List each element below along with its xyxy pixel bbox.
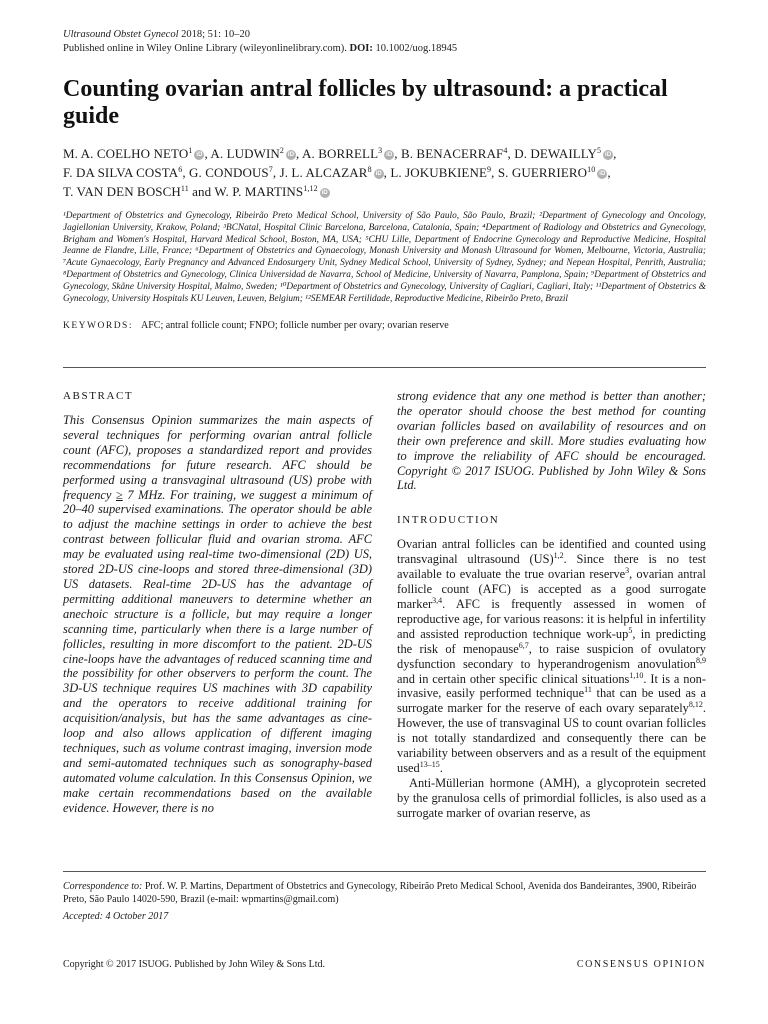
- orcid-icon[interactable]: iD: [386, 152, 393, 158]
- reference-citation[interactable]: 13–15: [419, 759, 440, 769]
- author-name: F. DA SILVA COSTA: [63, 165, 179, 180]
- introduction-paragraph-1: Ovarian antral follicles can be identified and counted using transvaginal ultrasound (US)$^{1,2}$. Since there is no test available to evaluate the true ovarian reserve$^3$, ovarian antral follicle count (AFC) is accepted as a good surrogate marker$^{3,4}$. AFC is frequently assessed in women of reproductive age, for various reasons: it is helpful in infertility and assisted reproduction technique work-$up^5$, in predicting the risk of menopause$^{6,7}$, to raise suspicion of ovulatory dysfunction secondary to hyperandrogenism anovulation$^{8,9}$ and in certain other specific clinical situations$^{1,10}$. It is a non-invasive, easily performed technique$^{11}$ that can be used as a surrogate marker for the reserve of each ovary separately$^{8,12}$. However, the use of transvaginal US to count ovarian follicles is not totally standardized and consequently there can be variability between observers and as a result of the equipment used$^{13-15}$.: [397, 537, 707, 775]
- author-name: J. L. ALCAZAR: [279, 165, 368, 180]
- journal-citation: 2018; 51: 10–20: [178, 29, 250, 40]
- affiliations: ¹Department of Obstetrics and Gynecology, Ribeirão Preto Medical School, University of São Paulo, São Paulo, Brazil; ²Department of Gynecology and Oncology, Jagiellonian University, Krakow, Poland; ³BCNatal, Hospital Clinic Barcelona, Barcelona, Catalonia, Spain; ⁴Department of Radiology and Obstetrics and Gynecology, Brigham and Women's Hospital, Harvard Medical School, Boston, MA, USA; ⁵CHU Lille, Department of Endocrine Gynecology and Reproductive Medicine, Hospital Jeanne de Flandre, Lille, France; ⁶Department of Obstetrics and Gynaecology, Monash University and Monash Ultrasound for Women, Melbourne, Victoria, Australia; ⁷Acute Gynaecology, Early Pregnancy and Advanced Endosurgery Unit, Sydney Medical School, University of Sydney, Sydney; and Nepean Hospital, Penrith, Australia; ⁸Department of Obstetrics and Gynecology, Clinica Universidad de Navarra, School of Medicine, University of Navarra, Pamplona, Spain; ⁹Department of Obstetrics and Gynecology, Skåne University Hospital, Malmo, Sweden; ¹⁰Department of Obstetrics and Gynecology, University of Cagliari, Cagliari, Italy; ¹¹Department of Obstetrics & Gynecology, University Hospitals KU Leuven, Leuven, Belgium; ¹²SEMEAR Fertilidade, Reproductive Medicine, Ribeirão Preto, Brazil: [63, 211, 706, 304]
- author-affiliation-ref: 1: [188, 146, 193, 155]
- orcid-icon[interactable]: iD: [605, 152, 612, 158]
- reference-citation[interactable]: 5: [628, 625, 633, 635]
- abstract-text: This Consensus Opinion summarizes the main aspects of several techniques for performing ovarian antral follicle count (AFC), proposes a standardized report and provides recommendations for future research. AFC should be performed using a transvaginal ultrasound (US) probe with frequency ≥ 7 MHz. For training, we suggest a minimum of 20–40 supervised examinations. The operator should be able to adjust the machine settings in order to achieve the best contrast between follicular fluid and ovarian stroma. AFC may be evaluated using real-time two-dimensional (2D) US, stored 2D-US cine-loops and stored three-dimensional (3D) US datasets. Real-time 2D-US has the advantage of permitting additional maneuvers to determine whether an anechoic structure is a follicle, but may require a longer scanning time, particularly when there is a large number of follicles, resulting in more discomfort to the patient. 2D-US cine-loops have the advantages of reduced scanning time and the possibility for other observers to perform the count. The 3D-US technique requires US machines with 3D capability and the operators to receive additional training for acquisition/analysis, but has the same advantages as cine-loop and also allows application of different imaging techniques, such as volume contrast imaging, inversion mode and semi-automated techniques such as sonography-based automated volume calculation. In this Consensus Opinion, we make certain recommendations based on the available evidence. However, there is no: [63, 413, 372, 815]
- author-affiliation-ref: 6: [178, 165, 183, 174]
- author-list: M. A. COELHO NETO$^1$ iD , A. LUDWIN$^2$ iD , A. BORRELL$^3$ iD , B. BENACERRAF$^4$, D. DEWAILLY$^5$ iD , F. DA SILVA COSTA$^6$, G. CONDOUS$^7$, J. L. ALCAZAR$^8$ iD , L. JOKUBKIENE$^9$, S. GUERRIERO$^{10}$ iD , T. VAN DEN BOSCH$^{11}$ and W. P. MARTINS$^{1,12}$ iD: [63, 146, 617, 199]
- doi-label: DOI:: [349, 43, 373, 54]
- author-affiliation-ref: 1,12: [303, 184, 318, 193]
- correspondence-note: [63, 880, 706, 923]
- correspondence-text: Prof. W. P. Martins, Department of Obstetrics and Gynecology, Ribeirão Preto Medical School, Avenida dos Bandeirantes, 3900, Ribeirão Preto, São Paulo 14020-590, Brazil (e-mail: wpmartins@gmail.com): [63, 881, 697, 905]
- author-name: L. JOKUBKIENE: [390, 165, 487, 180]
- author-affiliation-ref: 8: [367, 165, 372, 174]
- author-name: W. P. MARTINS: [214, 184, 304, 199]
- keywords-text: AFC; antral follicle count; FNPO; follicle number per ovary; ovarian reserve: [140, 320, 449, 332]
- footer-category: CONSENSUS OPINION: [576, 959, 706, 970]
- author-name: G. CONDOUS: [189, 165, 269, 180]
- footer-copyright: Copyright © 2017 ISUOG. Published by John Wiley & Sons Ltd.: [63, 959, 326, 970]
- keywords: [63, 319, 706, 333]
- author-affiliation-ref: 3: [378, 146, 383, 155]
- author-name: D. DEWAILLY: [514, 146, 598, 161]
- geq-symbol: ≥: [115, 487, 123, 502]
- doi-link[interactable]: 10.1002/uog.18945: [372, 43, 458, 54]
- orcid-icon[interactable]: iD: [375, 171, 382, 177]
- accepted-date: Accepted: 4 October 2017: [63, 911, 169, 922]
- author-affiliation-ref: 11: [180, 184, 189, 193]
- keywords-label: KEYWORDS:: [63, 321, 133, 332]
- author-name: S. GUERRIERO: [497, 165, 588, 180]
- orcid-icon[interactable]: iD: [321, 190, 328, 196]
- orcid-icon[interactable]: iD: [287, 152, 295, 158]
- reference-citation[interactable]: 6,7: [518, 640, 529, 650]
- author-affiliation-ref: 10: [587, 165, 596, 174]
- author-name: A. BORRELL: [302, 146, 379, 161]
- journal-line: [63, 28, 706, 56]
- abstract-heading: ABSTRACT: [63, 390, 134, 402]
- reference-citation[interactable]: 1,10: [629, 670, 644, 680]
- orcid-icon[interactable]: iD: [196, 152, 203, 158]
- article-title: Counting ovarian antral follicles by ultrasound: a practical guide: [63, 76, 668, 129]
- reference-citation[interactable]: 3,4: [432, 595, 443, 605]
- orcid-icon[interactable]: iD: [599, 171, 606, 177]
- correspondence-label: Correspondence to:: [63, 881, 143, 892]
- journal-name: Ultrasound Obstet Gynecol: [63, 29, 179, 40]
- abstract-column: [63, 389, 372, 815]
- author-affiliation-ref: 7: [268, 165, 273, 174]
- reference-citation[interactable]: 8,12: [688, 700, 703, 710]
- article-header: [63, 28, 706, 333]
- published-online: Published online in Wiley Online Library (wileyonlinelibrary.com).: [63, 43, 350, 54]
- reference-citation[interactable]: 3: [625, 566, 630, 576]
- reference-citation[interactable]: 11: [584, 685, 592, 695]
- introduction-paragraph-2: Anti-Müllerian hormone (AMH), a glycoprotein secreted by the granulosa cells of primordial follicles, is also used as a surrogate marker of ovarian reserve, as: [397, 775, 706, 820]
- abstract-continued: strong evidence that any one method is better than another; the operator should choose the best method for counting ovarian follicles based on availability of resources and on their own preference and skill. More studies evaluating how to improve the reliability of AFC should be encouraged. Copyright © 2017 ISUOG. Published by John Wiley & Sons Ltd.: [397, 389, 706, 493]
- author-affiliation-ref: 5: [597, 146, 602, 155]
- author-name: M. A. COELHO NETO: [63, 146, 189, 161]
- footnote-divider: [63, 871, 706, 872]
- reference-citation[interactable]: 1,2: [553, 551, 564, 561]
- keywords-divider: [63, 367, 706, 368]
- author-affiliation-ref: 9: [487, 165, 492, 174]
- author-affiliation-ref: 4: [503, 146, 508, 155]
- introduction-heading: INTRODUCTION: [397, 514, 500, 527]
- author-name: B. BENACERRAF: [400, 146, 504, 161]
- right-column: [397, 389, 706, 821]
- author-name: A. LUDWIN: [210, 146, 280, 161]
- author-affiliation-ref: 2: [279, 146, 285, 155]
- reference-citation[interactable]: 8,9: [696, 655, 706, 665]
- page-footer: [63, 958, 706, 972]
- author-name: T. VAN DEN BOSCH: [63, 184, 181, 199]
